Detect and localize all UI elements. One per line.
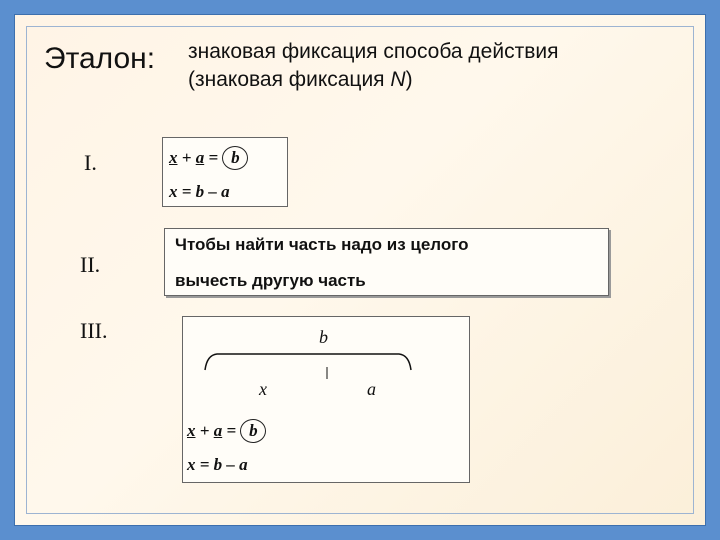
eq-a: a — [195, 148, 205, 167]
eq-x: x — [169, 148, 178, 167]
eq-equals: = — [222, 421, 241, 440]
eq-plus: + — [177, 148, 196, 167]
eq-plus: + — [195, 421, 214, 440]
description-line-2-n: N — [390, 68, 406, 91]
description-line-2-suffix: ) — [405, 68, 413, 91]
rule-line-2: вычесть другую часть — [175, 271, 366, 290]
description-line-2-prefix: (знаковая фиксация — [188, 68, 391, 91]
section-3-numeral: III. — [80, 318, 108, 343]
description-line-2 — [188, 66, 558, 94]
eq-equals: = — [204, 148, 223, 167]
section-1-box — [162, 137, 288, 207]
rule-line-1: Чтобы найти часть надо из целого — [175, 235, 469, 254]
eq-b-circled: b — [222, 146, 248, 170]
section-2-rule-box — [164, 228, 609, 296]
diagram-part-x-label: x — [259, 379, 267, 399]
description-line-1: знаковая фиксация способа действия — [188, 40, 559, 63]
etalon-description — [188, 38, 558, 94]
section-3-equation-2: x = b – a — [187, 455, 248, 474]
eq-x: x — [187, 421, 196, 440]
section-1-numeral: I. — [84, 150, 97, 175]
section-1-equation-1 — [169, 146, 248, 170]
diagram-part-a-label: a — [367, 379, 376, 399]
eq-a: a — [213, 421, 223, 440]
section-2-numeral: II. — [80, 252, 101, 277]
section-3-box — [182, 316, 470, 483]
etalon-label: Эталон: — [44, 42, 156, 75]
section-1-equation-2: x = b – a — [169, 182, 230, 201]
eq-b-circled: b — [240, 419, 266, 443]
whole-brace — [205, 354, 411, 370]
section-3-equation-1 — [187, 419, 266, 443]
diagram-whole-label: b — [319, 327, 328, 347]
